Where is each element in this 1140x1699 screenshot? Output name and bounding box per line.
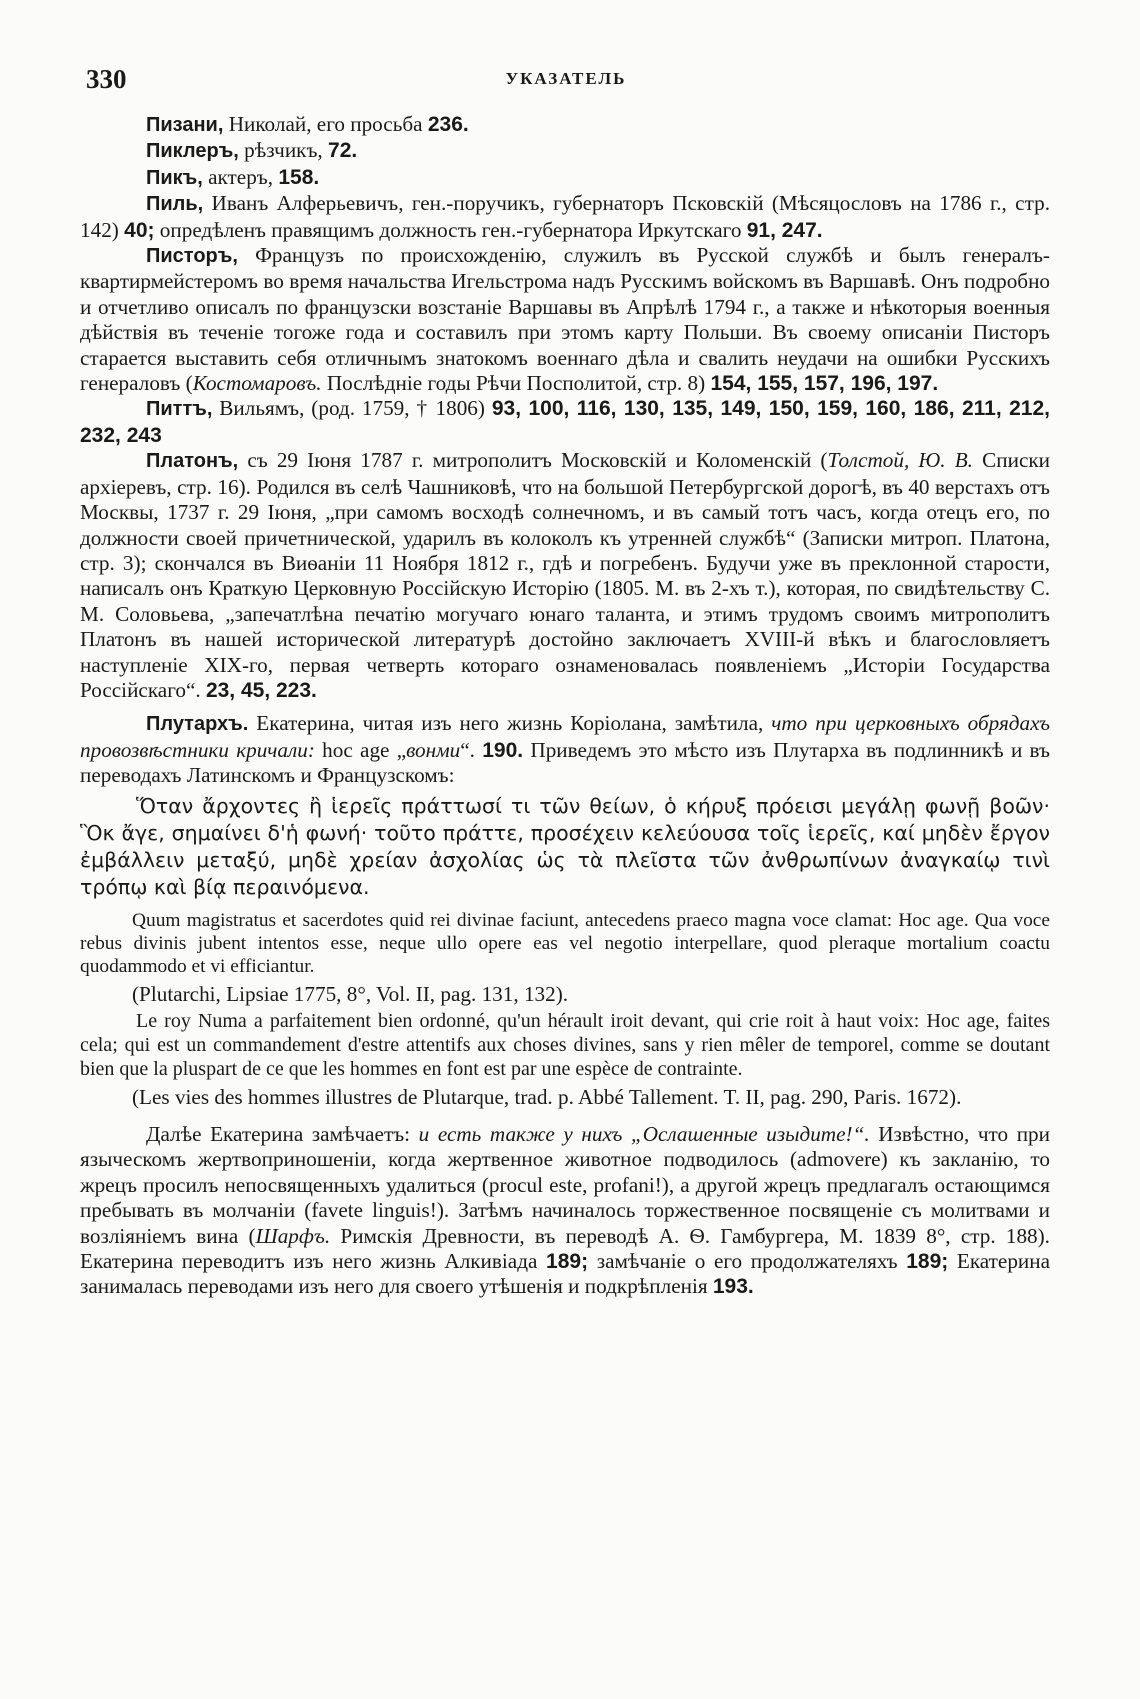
entry-pil xyxy=(80,191,1050,243)
french-quote: Le roy Numa a parfaitement bien ordonné, qu'un hérault iroit devant, qui crie roit à haut voix: Hoc age, faites cela; qui est un commandement d'estre attentifs aux choses divines, sans y rien mêler de temporel, comme se doutant bien que la pluspart de ce que les hommes en font est par une espèce de contrainte. xyxy=(80,1010,1050,1080)
italic-quote: что при церковныхъ обрядахъ провозвѣстники кричали: xyxy=(80,711,1050,762)
headword: Платонъ, xyxy=(146,450,239,473)
running-title: УКАЗАТЕЛЬ xyxy=(505,69,627,88)
page-refs: 190. xyxy=(482,738,524,762)
entry-text: съ 29 Іюня 1787 г. митрополитъ Московскій и Коломенскій ( xyxy=(238,448,828,473)
index-body xyxy=(80,112,1050,1300)
entry-text: Римскія Древности, въ переводѣ А. Ѳ. Гамбургера, М. 1839 8°, стр. 188). Екатерина переводитъ изъ него жизнь Алкивіада xyxy=(80,1223,1050,1274)
headword: Пизани, xyxy=(146,114,224,136)
entry-text: Списки архіеревъ, стр. 16). Родился въ селѣ Чашниковѣ, что на большой Петербургской дорогѣ, въ 40 верстахъ отъ Москвы, 1737 г. 29 Іюня, „при самомъ восходѣ солнечномъ, и въ самый тотъ часъ, когда отецъ его, по должности своей причетнической, ударилъ въ колоколъ къ утренней службѣ“ (Записки митроп. Платона, стр. 3); скончался въ Виѳаніи 11 Ноября 1812 г., гдѣ и погребенъ. Будучи уже въ преклонной старости, написалъ онъ Краткую Церковную Россійскую Исторію (1805. М. въ 2-хъ т.), которая, по свидѣтельству С. М. Соловьева, „запечатлѣна печатію могучаго юнаго таланта, и этимъ трудомъ своимъ митрополитъ Платонъ въ нашей исторической литературѣ достойно заключаетъ XVIII-й вѣкъ и благословляетъ наступленіе XIX-го, первая четверть котораго ознаменовалась появленіемъ „Исторіи Государства Россійскаго“. xyxy=(80,448,1050,702)
entry-pizani xyxy=(80,112,1050,138)
citation-author: Костомаровъ. xyxy=(192,371,322,396)
page-refs: 40; xyxy=(124,218,155,242)
entry-text: замѣчаніе о его продолжателяхъ xyxy=(588,1249,907,1274)
entry-pistor xyxy=(80,243,1050,396)
entry-text: Екатерина занималась переводами изъ него для своего утѣшенія и подкрѣпленія xyxy=(80,1249,1051,1299)
headword: Пиль, xyxy=(146,193,204,216)
headword: Плутархъ. xyxy=(146,713,249,736)
entry-text: Екатерина, читая изъ него жизнь Коріолана, замѣтила, xyxy=(248,711,772,736)
entry-pikler xyxy=(80,138,1050,164)
italic-quote: и есть также у нихъ „Ослашенные изыдите!“. xyxy=(418,1121,870,1146)
headword: Питтъ, xyxy=(146,398,213,421)
citation-author: Шарфъ. xyxy=(255,1223,331,1248)
italic-quote: вонми xyxy=(406,737,461,762)
headword: Пиклеръ, xyxy=(146,140,239,163)
french-source: (Les vies des hommes illustres de Plutarque, trad. p. Abbé Tallement. T. II, pag. 290, Paris. 1672). xyxy=(132,1084,962,1109)
page-refs: 189; xyxy=(546,1250,589,1274)
page-refs: 189; xyxy=(906,1250,949,1274)
entry-text: Далѣе Екатерина замѣчаетъ: xyxy=(146,1121,419,1146)
entry-text: Послѣдніе годы Рѣчи Посполитой, стр. 8) xyxy=(321,371,711,396)
page-refs: 193. xyxy=(712,1275,754,1299)
entry-text: Николай, его просьба xyxy=(223,112,428,136)
page-refs: 236. xyxy=(427,113,469,136)
latin-source: (Plutarchi, Lipsiae 1775, 8°, Vol. II, pag. 131, 132). xyxy=(132,981,569,1006)
entry-text: Иванъ Алферьевичъ, ген.-поручикъ, губернаторъ Псковскій (Мѣсяцословъ на 1786 г., стр. 142) xyxy=(80,191,1050,242)
entry-text: Французъ по происхожденію, служилъ въ Русской службѣ и былъ генералъ-квартирмейстеромъ во время начальства Игельстрома надъ Русскимъ войскомъ въ Варшавѣ. Онъ подробно и отчетливо описалъ по французски возстаніе Варшавы въ Апрѣлѣ 1794 г., а также и нѣкоторыя военныя дѣйствія въ теченіе тогоже года и составилъ при этомъ карту Польши. Въ своему описаніи Писторъ старается выставить себя отличнымъ знатокомъ военнаго дѣла и свалить неудачи на ошибки Русскихъ генераловъ ( xyxy=(80,243,1050,396)
entry-text: Извѣстно, что при языческомъ жертвоприношеніи, когда жертвенное животное подводилось (admovere) къ закланію, то жрецъ просилъ непосвященныхъ удалиться (procul este, profani!), а другой жрецъ предлагалъ остающимся пребывать въ молчаніи (favete linguis!). Затѣмъ начиналось торжественное посвященіе съ молитвами и возліяніемъ вина ( xyxy=(80,1121,1050,1248)
page-refs: 91, 247. xyxy=(746,218,823,242)
closing-paragraph xyxy=(80,1122,1050,1300)
entry-text: рѣзчикъ, xyxy=(238,138,329,163)
page-refs: 72. xyxy=(328,139,358,163)
entry-text: “. xyxy=(460,737,483,762)
entry-text: опредѣленъ правящимъ должность ген.-губернатора Иркутскаго xyxy=(154,217,747,242)
entry-text: hoc age „ xyxy=(314,737,407,762)
entry-plutarch xyxy=(80,711,1050,788)
entry-platon xyxy=(80,448,1050,703)
page-refs: 158. xyxy=(278,165,320,189)
headword: Писторъ, xyxy=(146,245,238,268)
citation-author: Толстой, Ю. В. xyxy=(827,448,973,473)
page-refs: 93, 100, 116, 130, 135, 149, 150, 159, 160, 186, 211, 212, 232, 243 xyxy=(80,397,1050,447)
entry-text: Вильямъ, (род. 1759, † 1806) xyxy=(212,396,492,421)
page-refs: 154, 155, 157, 196, 197. xyxy=(710,372,939,396)
entry-pik xyxy=(80,165,1050,191)
page-number: 330 xyxy=(86,64,127,94)
page-refs: 23, 45, 223. xyxy=(205,678,317,702)
entry-text: актеръ, xyxy=(202,164,279,189)
latin-quote: Quum magistratus et sacerdotes quid rei divinae faciunt, antecedens praeco magna voce clamat: Hoc age. Qua voce rebus divinis jubent intentos esse, neque ullo opere eas vel negotio interpellare, quod pleraque mortalium coactu quodammodo et vi efficiantur. xyxy=(80,909,1050,978)
greek-quote: Ὅταν ἄρχοντες ἢ ἱερεῖς πράττωσί τι τῶν θείων, ὁ κήρυξ πρόεισι μεγάλῃ φωνῇ βοῶν· Ὃκ ἄγε, σημαίνει δ'ἡ φωνή· τοῦτο πράττε, προσέχειν κελεύουσα τοῖς ἱερεῖς, καί μηδὲν ἔργον ἐμβάλλειν μεταξύ, μηδὲ χρείαν ἀσχολίας ὡς τὰ πλεῖστα τῶν ἀνθρωπίνων ἀναγκαίῳ τινὶ τρόπῳ καὶ βίᾳ περαινόμενα. xyxy=(80,793,1050,899)
page-header xyxy=(86,64,1046,98)
entry-pitt xyxy=(80,396,1050,448)
entry-text: Приведемъ это мѣсто изъ Плутарха въ подлинникѣ и въ переводахъ Латинскомъ и Французскомъ: xyxy=(80,737,1050,788)
headword: Пикъ, xyxy=(146,166,203,189)
